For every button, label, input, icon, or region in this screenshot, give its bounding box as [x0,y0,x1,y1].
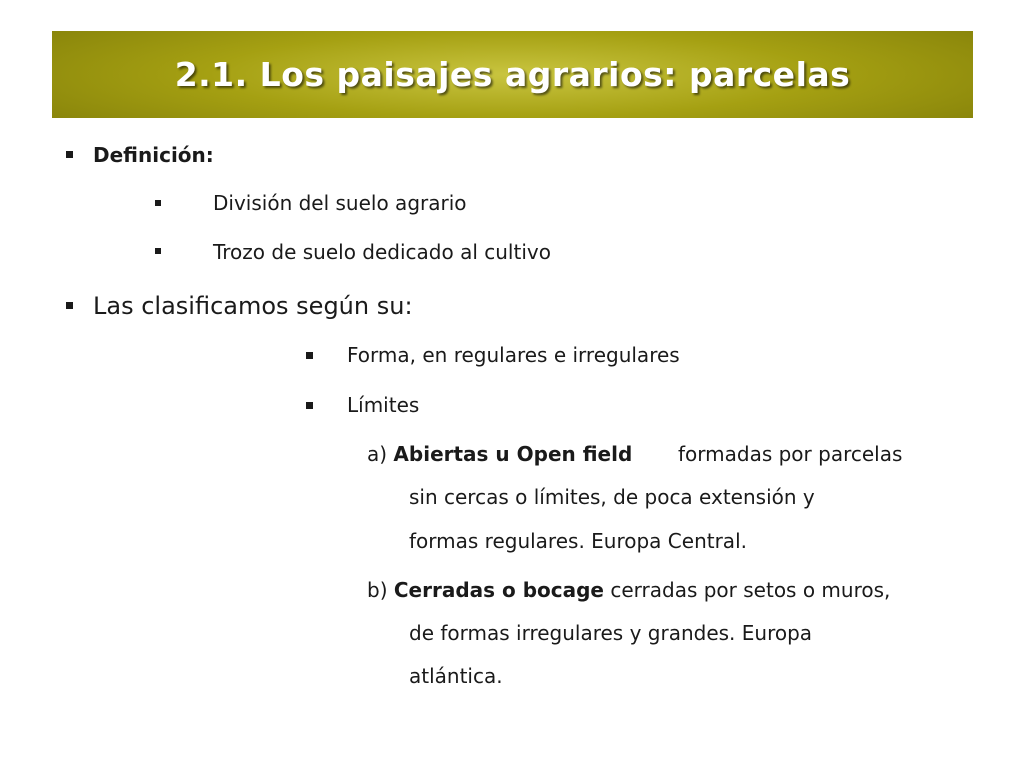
limites-b-heading [367,580,890,600]
limites-a-desc-1: formadas por parcelas [678,442,903,466]
bullet-square-icon [306,352,313,359]
slide-title: 2.1. Los paisajes agrarios: parcelas [174,55,851,94]
bullet-square-icon [155,200,161,206]
limites-b-term: Cerradas o bocage [393,578,604,602]
limites-a-prefix: a) [367,442,394,466]
slide-title-bar [52,31,973,118]
limites-b-desc-2: de formas irregulares y grandes. Europa [409,621,813,645]
clasificacion-item-limites: Límites [347,393,420,417]
limites-a-heading [367,444,632,464]
limites-b-desc-3: atlántica. [409,664,503,688]
definicion-label: Definición: [93,143,214,167]
bullet-square-icon [66,302,73,309]
limites-b-prefix: b) [367,578,394,602]
clasificacion-label: Las clasificamos según su: [93,292,413,320]
limites-b-desc-1: cerradas por setos o muros, [604,578,891,602]
bullet-square-icon [66,151,73,158]
limites-a-desc-3: formas regulares. Europa Central. [409,529,747,553]
clasificacion-item-forma: Forma, en regulares e irregulares [347,343,680,367]
limites-a-term: Abiertas u Open field [393,442,633,466]
bullet-square-icon [306,402,313,409]
limites-a-desc-2: sin cercas o límites, de poca extensión y [409,485,815,509]
bullet-square-icon [155,248,161,254]
definicion-item-1: División del suelo agrario [213,191,467,215]
definicion-item-2: Trozo de suelo dedicado al cultivo [213,240,551,264]
